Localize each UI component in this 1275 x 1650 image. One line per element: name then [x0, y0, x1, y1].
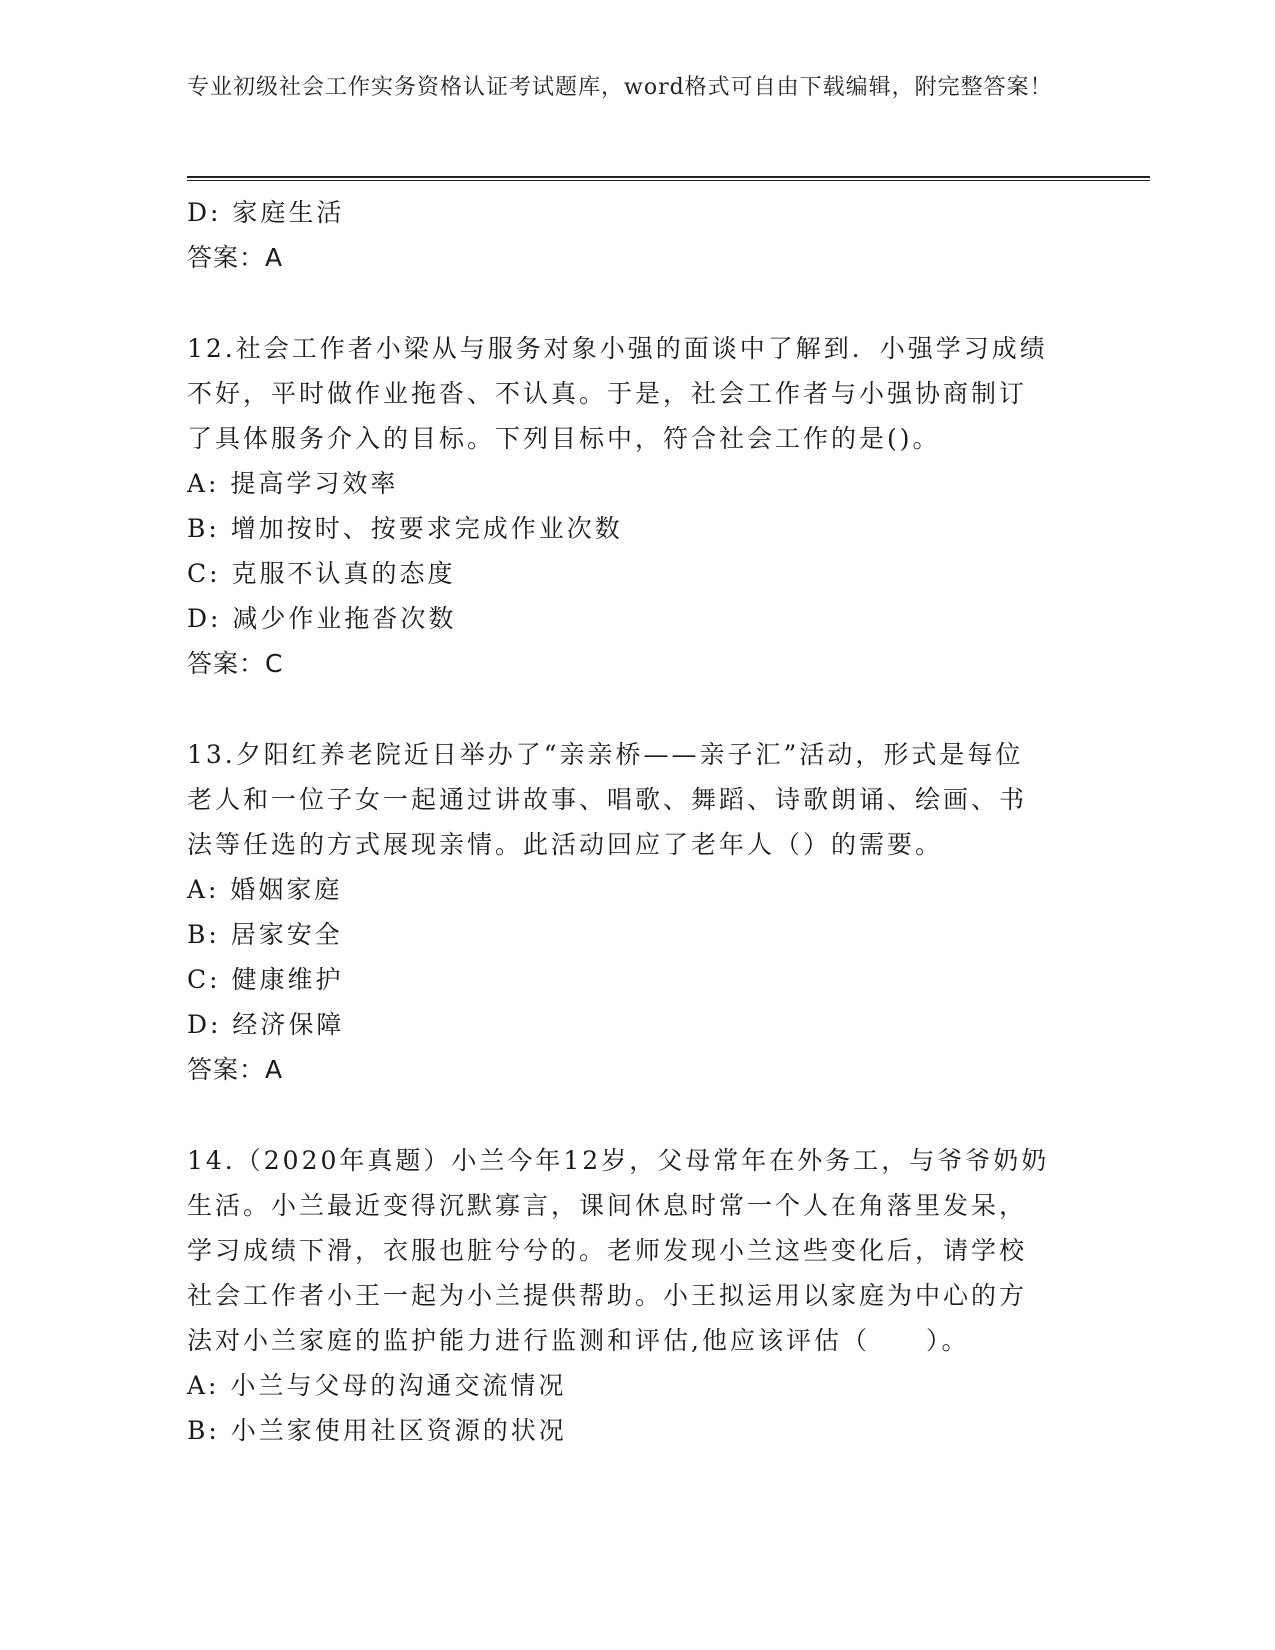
stem-line: 不好，平时做作业拖沓、不认真。于是，社会工作者与小强协商制订 [187, 379, 1028, 408]
answer-line: 答案：C [187, 649, 284, 678]
stem-line: 13.夕阳红养老院近日举办了“亲亲桥——亲子汇”活动，形式是每位 [187, 740, 1024, 769]
option-a: A: 婚姻家庭 [187, 875, 343, 904]
stem-line: 了具体服务介入的目标。下列目标中，符合社会工作的是()。 [187, 424, 941, 453]
question-stem [187, 1138, 1087, 1363]
option-a: A: 提高学习效率 [187, 469, 399, 498]
stem-line: 学习成绩下滑，衣服也脏兮兮的。老师发现小兰这些变化后，请学校 [187, 1236, 1028, 1265]
option-c: C: 克服不认真的态度 [187, 559, 456, 588]
question-14 [187, 1138, 1087, 1453]
question-stem [187, 326, 1087, 461]
stem-line: 老人和一位子女一起通过讲故事、唱歌、舞蹈、诗歌朗诵、绘画、书 [187, 785, 1028, 814]
option-a: A: 小兰与父母的沟通交流情况 [187, 1371, 567, 1400]
document-body [187, 190, 1087, 1453]
option-b: B: 增加按时、按要求完成作业次数 [187, 514, 623, 543]
header-divider [187, 176, 1150, 181]
stem-line: 生活。小兰最近变得沉默寡言，课间休息时常一个人在角落里发呆， [187, 1191, 1028, 1220]
previous-question-tail [187, 190, 1087, 281]
question-stem [187, 732, 1087, 867]
option-d: D: 家庭生活 [187, 198, 345, 227]
answer-line: 答案：A [187, 1055, 284, 1084]
stem-line: 12.社会工作者小梁从与服务对象小强的面谈中了解到．小强学习成绩 [187, 334, 1048, 363]
stem-line: 法对小兰家庭的监护能力进行监测和评估,他应该评估（ ）。 [187, 1326, 970, 1355]
option-b: B: 小兰家使用社区资源的状况 [187, 1416, 567, 1445]
question-13 [187, 732, 1087, 1093]
stem-line: 法等任选的方式展现亲情。此活动回应了老年人（）的需要。 [187, 830, 944, 859]
option-d: D: 减少作业拖沓次数 [187, 604, 457, 633]
answer-line: 答案：A [187, 243, 284, 272]
stem-line: 14.（2020年真题）小兰今年12岁，父母常年在外务工，与爷爷奶奶 [187, 1146, 1050, 1175]
option-c: C: 健康维护 [187, 965, 344, 994]
option-d: D: 经济保障 [187, 1010, 345, 1039]
option-b: B: 居家安全 [187, 920, 343, 949]
stem-line: 社会工作者小王一起为小兰提供帮助。小王拟运用以家庭为中心的方 [187, 1281, 1028, 1310]
question-12 [187, 326, 1087, 687]
page-header: 专业初级社会工作实务资格认证考试题库，word格式可自由下载编辑，附完整答案！ [187, 75, 1053, 100]
